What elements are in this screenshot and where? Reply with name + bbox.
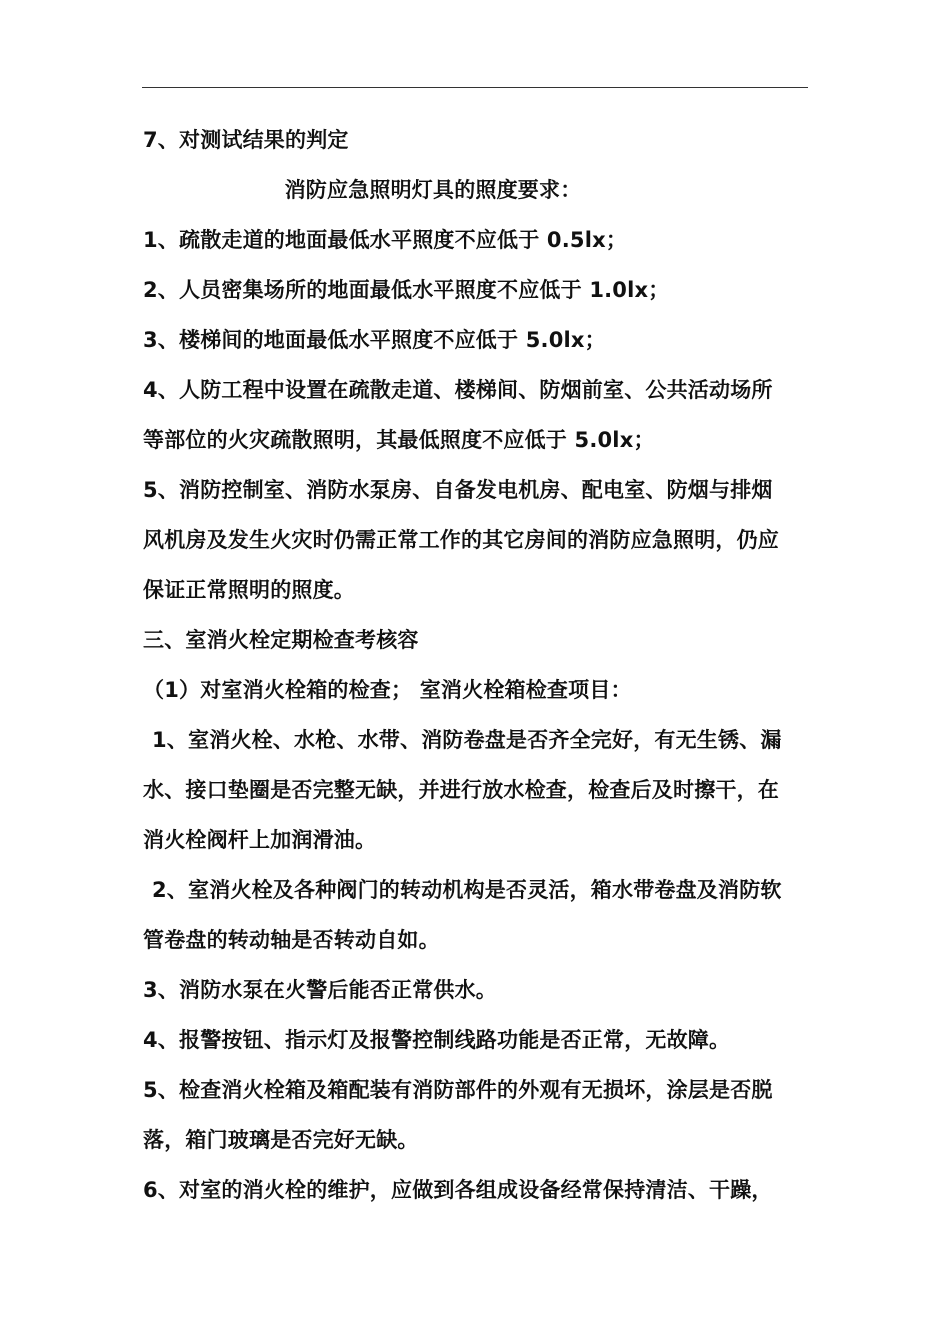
list-item: 5、检查消火栓箱及箱配装有消防部件的外观有无损坏，涂层是否脱 (143, 1078, 773, 1102)
list-item-continuation: 保证正常照明的照度。 (143, 578, 355, 602)
list-item: 2、人员密集场所的地面最低水平照度不应低于 1.0lx； (143, 278, 670, 302)
header-divider (142, 87, 808, 88)
list-item: 2、室消火栓及各种阀门的转动机构是否灵活，箱水带卷盘及消防软 (152, 878, 782, 902)
list-item: 3、消防水泵在火警后能否正常供水。 (143, 978, 498, 1002)
section-heading-hydrant-inspection: 三、室消火栓定期检查考核容 (143, 628, 419, 652)
list-item-continuation: 落，箱门玻璃是否完好无缺。 (143, 1128, 419, 1152)
section-heading-judgement: 7、对测试结果的判定 (143, 128, 349, 152)
subsection-heading: （1）对室消火栓箱的检查； 室消火栓箱检查项目： (143, 678, 632, 702)
list-item-continuation: 消火栓阀杆上加润滑油。 (143, 828, 377, 852)
list-item: 1、疏散走道的地面最低水平照度不应低于 0.5lx； (143, 228, 628, 252)
list-item: 3、楼梯间的地面最低水平照度不应低于 5.0lx； (143, 328, 606, 352)
list-item: 6、对室的消火栓的维护，应做到各组成设备经常保持清洁、干躁， (143, 1178, 773, 1202)
list-item-continuation: 管卷盘的转动轴是否转动自如。 (143, 928, 440, 952)
list-item: 4、人防工程中设置在疏散走道、楼梯间、防烟前室、公共活动场所 (143, 378, 773, 402)
list-item: 1、室消火栓、水枪、水带、消防卷盘是否齐全完好，有无生锈、漏 (152, 728, 782, 752)
list-item: 4、报警按钮、指示灯及报警控制线路功能是否正常，无故障。 (143, 1028, 731, 1052)
subheading-illuminance-requirements: 消防应急照明灯具的照度要求： (284, 178, 582, 202)
list-item: 5、消防控制室、消防水泵房、自备发电机房、配电室、防烟与排烟 (143, 478, 773, 502)
list-item-continuation: 风机房及发生火灾时仍需正常工作的其它房间的消防应急照明，仍应 (143, 528, 779, 552)
list-item-continuation: 等部位的火灾疏散照明，其最低照度不应低于 5.0lx； (143, 428, 655, 452)
list-item-continuation: 水、接口垫圈是否完整无缺，并进行放水检查，检查后及时擦干，在 (143, 778, 779, 802)
